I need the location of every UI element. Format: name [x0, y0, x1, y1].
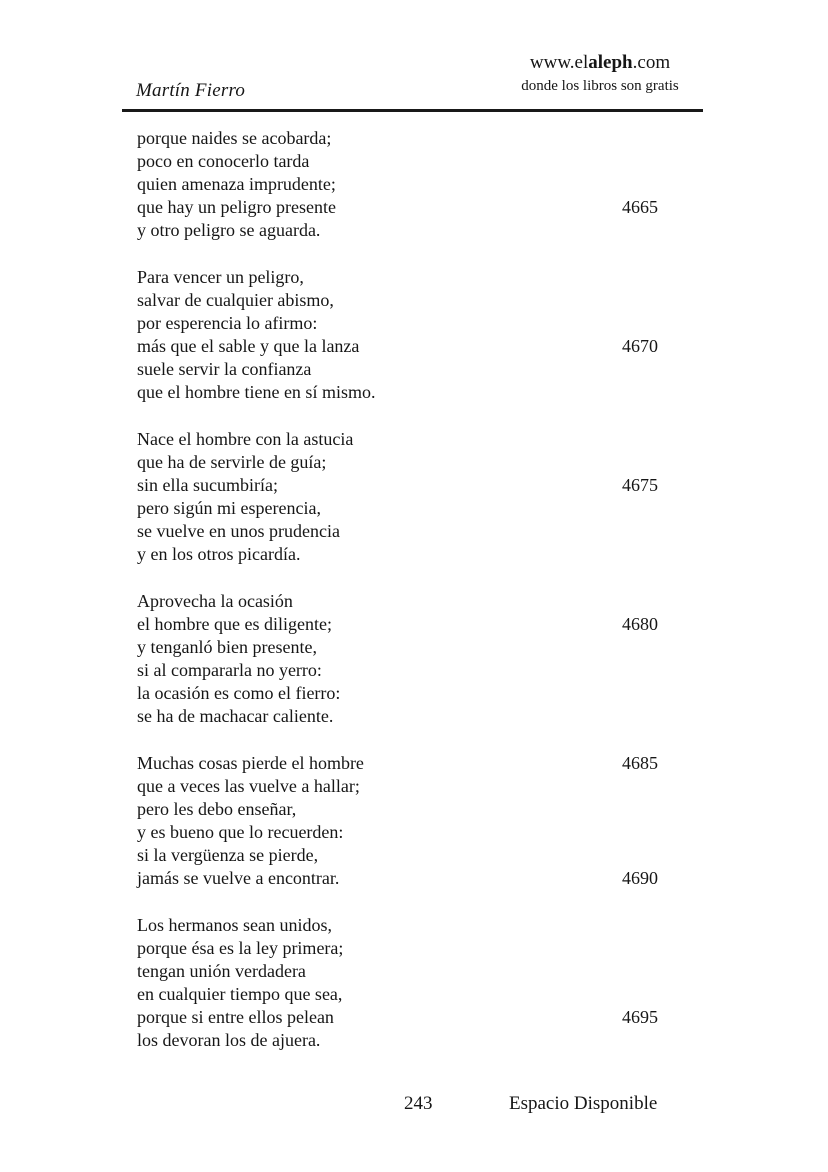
verse-number: 4690	[622, 868, 658, 888]
verse-text: se ha de machacar caliente.	[137, 706, 334, 726]
verse-line	[137, 220, 658, 243]
verse-line	[137, 521, 658, 544]
verse-line	[137, 683, 658, 706]
stanza	[137, 753, 658, 891]
verse-number: 4685	[622, 753, 658, 773]
stanza	[137, 429, 658, 567]
verse-line	[137, 614, 658, 637]
verse-line	[137, 290, 658, 313]
verse-line	[137, 174, 658, 197]
verse-line	[137, 151, 658, 174]
poem	[137, 128, 658, 1077]
verse-line	[137, 498, 658, 521]
verse-text: y en los otros picardía.	[137, 544, 301, 564]
verse-text: que a veces las vuelve a hallar;	[137, 776, 360, 796]
verse-number: 4670	[622, 336, 658, 356]
verse-text: y es bueno que lo recuerden:	[137, 822, 344, 842]
verse-text: poco en conocerlo tarda	[137, 151, 310, 171]
stanza	[137, 915, 658, 1053]
verse-line	[137, 128, 658, 151]
verse-line	[137, 637, 658, 660]
footer-label: Espacio Disponible	[509, 1093, 658, 1114]
verse-text: los devoran los de ajuera.	[137, 1030, 321, 1050]
page-number: 243	[404, 1093, 433, 1114]
verse-text: por esperencia lo afirmo:	[137, 313, 318, 333]
site-url-prefix: www.el	[529, 52, 589, 73]
verse-text: que hay un peligro presente	[137, 197, 336, 217]
stanza	[137, 267, 658, 405]
verse-number: 4680	[622, 614, 658, 634]
verse-text: quien amenaza imprudente;	[137, 174, 336, 194]
verse-line	[137, 868, 658, 891]
verse-line	[137, 660, 658, 683]
verse-number: 4665	[622, 197, 658, 217]
verse-text: pero les debo enseñar,	[137, 799, 297, 819]
verse-line	[137, 382, 658, 405]
verse-line	[137, 475, 658, 498]
verse-text: porque si entre ellos pelean	[137, 1007, 334, 1027]
verse-text: tengan unión verdadera	[137, 961, 306, 981]
verse-line	[137, 591, 658, 614]
verse-line	[137, 1007, 658, 1030]
verse-line	[137, 961, 658, 984]
site-tagline: donde los libros son gratis	[521, 78, 679, 94]
verse-line	[137, 544, 658, 567]
verse-text: Aprovecha la ocasión	[137, 591, 293, 611]
verse-line	[137, 938, 658, 961]
verse-text: sin ella sucumbiría;	[137, 475, 278, 495]
site-url-suffix: .com	[632, 52, 671, 73]
verse-text: en cualquier tiempo que sea,	[137, 984, 343, 1004]
site-header-block	[498, 53, 702, 94]
book-title: Martín Fierro	[136, 80, 246, 101]
verse-text: si al compararla no yerro:	[137, 660, 322, 680]
stanza	[137, 591, 658, 729]
verse-text: la ocasión es como el fierro:	[137, 683, 341, 703]
site-url-brand: aleph	[588, 52, 633, 73]
verse-line	[137, 776, 658, 799]
verse-text: Muchas cosas pierde el hombre	[137, 753, 364, 773]
verse-line	[137, 452, 658, 475]
verse-line	[137, 1030, 658, 1053]
verse-text: que el hombre tiene en sí mismo.	[137, 382, 376, 402]
verse-line	[137, 984, 658, 1007]
verse-text: más que el sable y que la lanza	[137, 336, 360, 356]
verse-line	[137, 359, 658, 382]
verse-line	[137, 267, 658, 290]
verse-line	[137, 429, 658, 452]
verse-line	[137, 915, 658, 938]
verse-text: Para vencer un peligro,	[137, 267, 304, 287]
verse-text: suele servir la confianza	[137, 359, 312, 379]
header-rule	[122, 109, 703, 112]
verse-text: y otro peligro se aguarda.	[137, 220, 321, 240]
verse-line	[137, 706, 658, 729]
verse-line	[137, 799, 658, 822]
verse-text: el hombre que es diligente;	[137, 614, 332, 634]
verse-text: que ha de servirle de guía;	[137, 452, 327, 472]
verse-text: pero sigún mi esperencia,	[137, 498, 321, 518]
verse-text: porque naides se acobarda;	[137, 128, 332, 148]
page-footer	[0, 1093, 828, 1119]
verse-text: y tenganló bien presente,	[137, 637, 317, 657]
verse-number: 4675	[622, 475, 658, 495]
verse-line	[137, 753, 658, 776]
verse-line	[137, 822, 658, 845]
verse-text: jamás se vuelve a encontrar.	[137, 868, 340, 888]
verse-line	[137, 197, 658, 220]
verse-text: Los hermanos sean unidos,	[137, 915, 332, 935]
verse-text: si la vergüenza se pierde,	[137, 845, 319, 865]
verse-line	[137, 336, 658, 359]
verse-text: salvar de cualquier abismo,	[137, 290, 334, 310]
verse-number: 4695	[622, 1007, 658, 1027]
stanza	[137, 128, 658, 243]
verse-text: porque ésa es la ley primera;	[137, 938, 344, 958]
verse-text: se vuelve en unos prudencia	[137, 521, 340, 541]
verse-line	[137, 313, 658, 336]
verse-text: Nace el hombre con la astucia	[137, 429, 354, 449]
verse-line	[137, 845, 658, 868]
site-url-link[interactable]	[498, 53, 702, 72]
